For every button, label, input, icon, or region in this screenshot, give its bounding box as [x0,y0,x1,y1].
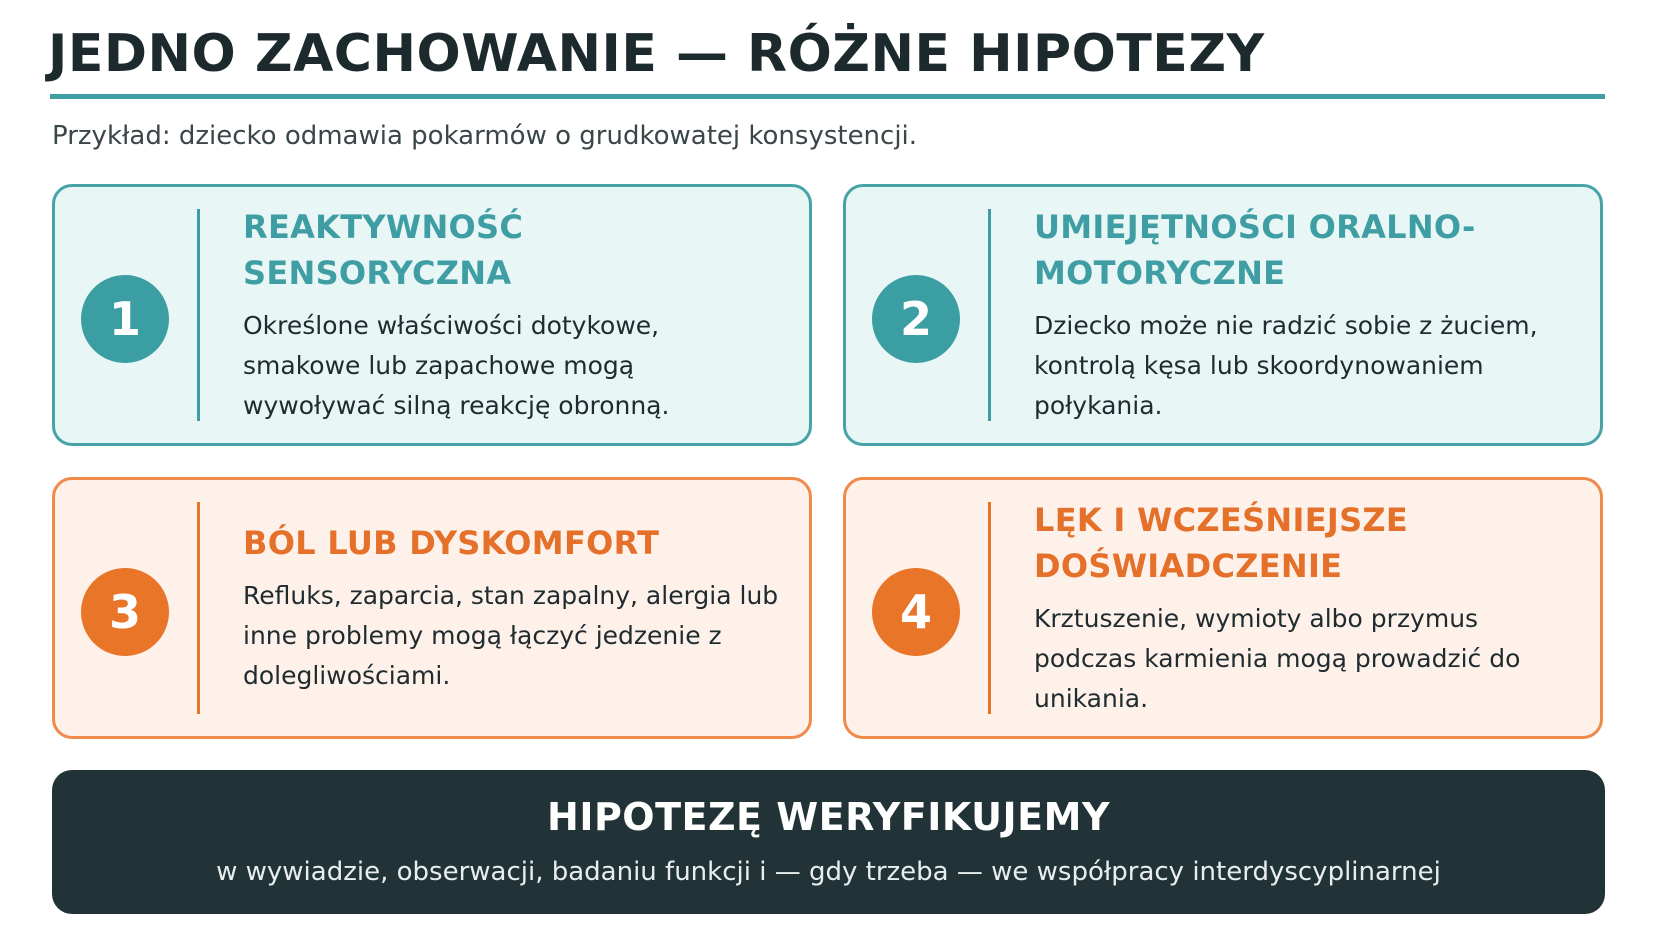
hypothesis-card-3 [52,477,812,739]
card-divider [988,502,991,714]
card-title: BÓL LUB DYSKOMFORT [243,524,660,562]
summary-body: w wywiadzie, obserwacji, badaniu funkcji i — gdy trzeba — we współpracy interdyscyplinarnej [216,857,1441,887]
card-body: Określone właściwości dotykowe, smakowe lub zapachowe mogą wywoływać silną reakcję obronną. [243,311,670,420]
card-divider [197,209,200,421]
card-divider [988,209,991,421]
card-number-badge: 4 [872,568,960,656]
card-title: REAKTYWNOŚĆ SENSORYCZNA [243,208,524,292]
card-number-badge: 3 [81,568,169,656]
hypothesis-card-4 [843,477,1603,739]
card-body: Dziecko może nie radzić sobie z żuciem, kontrolą kęsa lub skoordynowaniem połykania. [1034,311,1538,420]
hypothesis-card-1 [52,184,812,446]
card-body: Refluks, zaparcia, stan zapalny, alergia lub inne problemy mogą łączyć jedzenie z dolegliwościami. [243,581,779,690]
summary-title: HIPOTEZĘ WERYFIKUJEMY [547,795,1110,839]
card-number-badge: 1 [81,275,169,363]
page-title: JEDNO ZACHOWANIE — RÓŻNE HIPOTEZY [48,24,1265,84]
hypothesis-card-2 [843,184,1603,446]
card-divider [197,502,200,714]
page-subtitle: Przykład: dziecko odmawia pokarmów o grudkowatej konsystencji. [52,121,918,151]
summary-banner [52,770,1605,914]
card-body: Krztuszenie, wymioty albo przymus podczas karmienia mogą prowadzić do unikania. [1034,604,1521,713]
card-number-badge: 2 [872,275,960,363]
card-title: UMIEJĘTNOŚCI ORALNO-MOTORYCZNE [1034,208,1476,292]
title-divider [50,94,1605,99]
card-title: LĘK I WCZEŚNIEJSZE DOŚWIADCZENIE [1034,501,1409,585]
